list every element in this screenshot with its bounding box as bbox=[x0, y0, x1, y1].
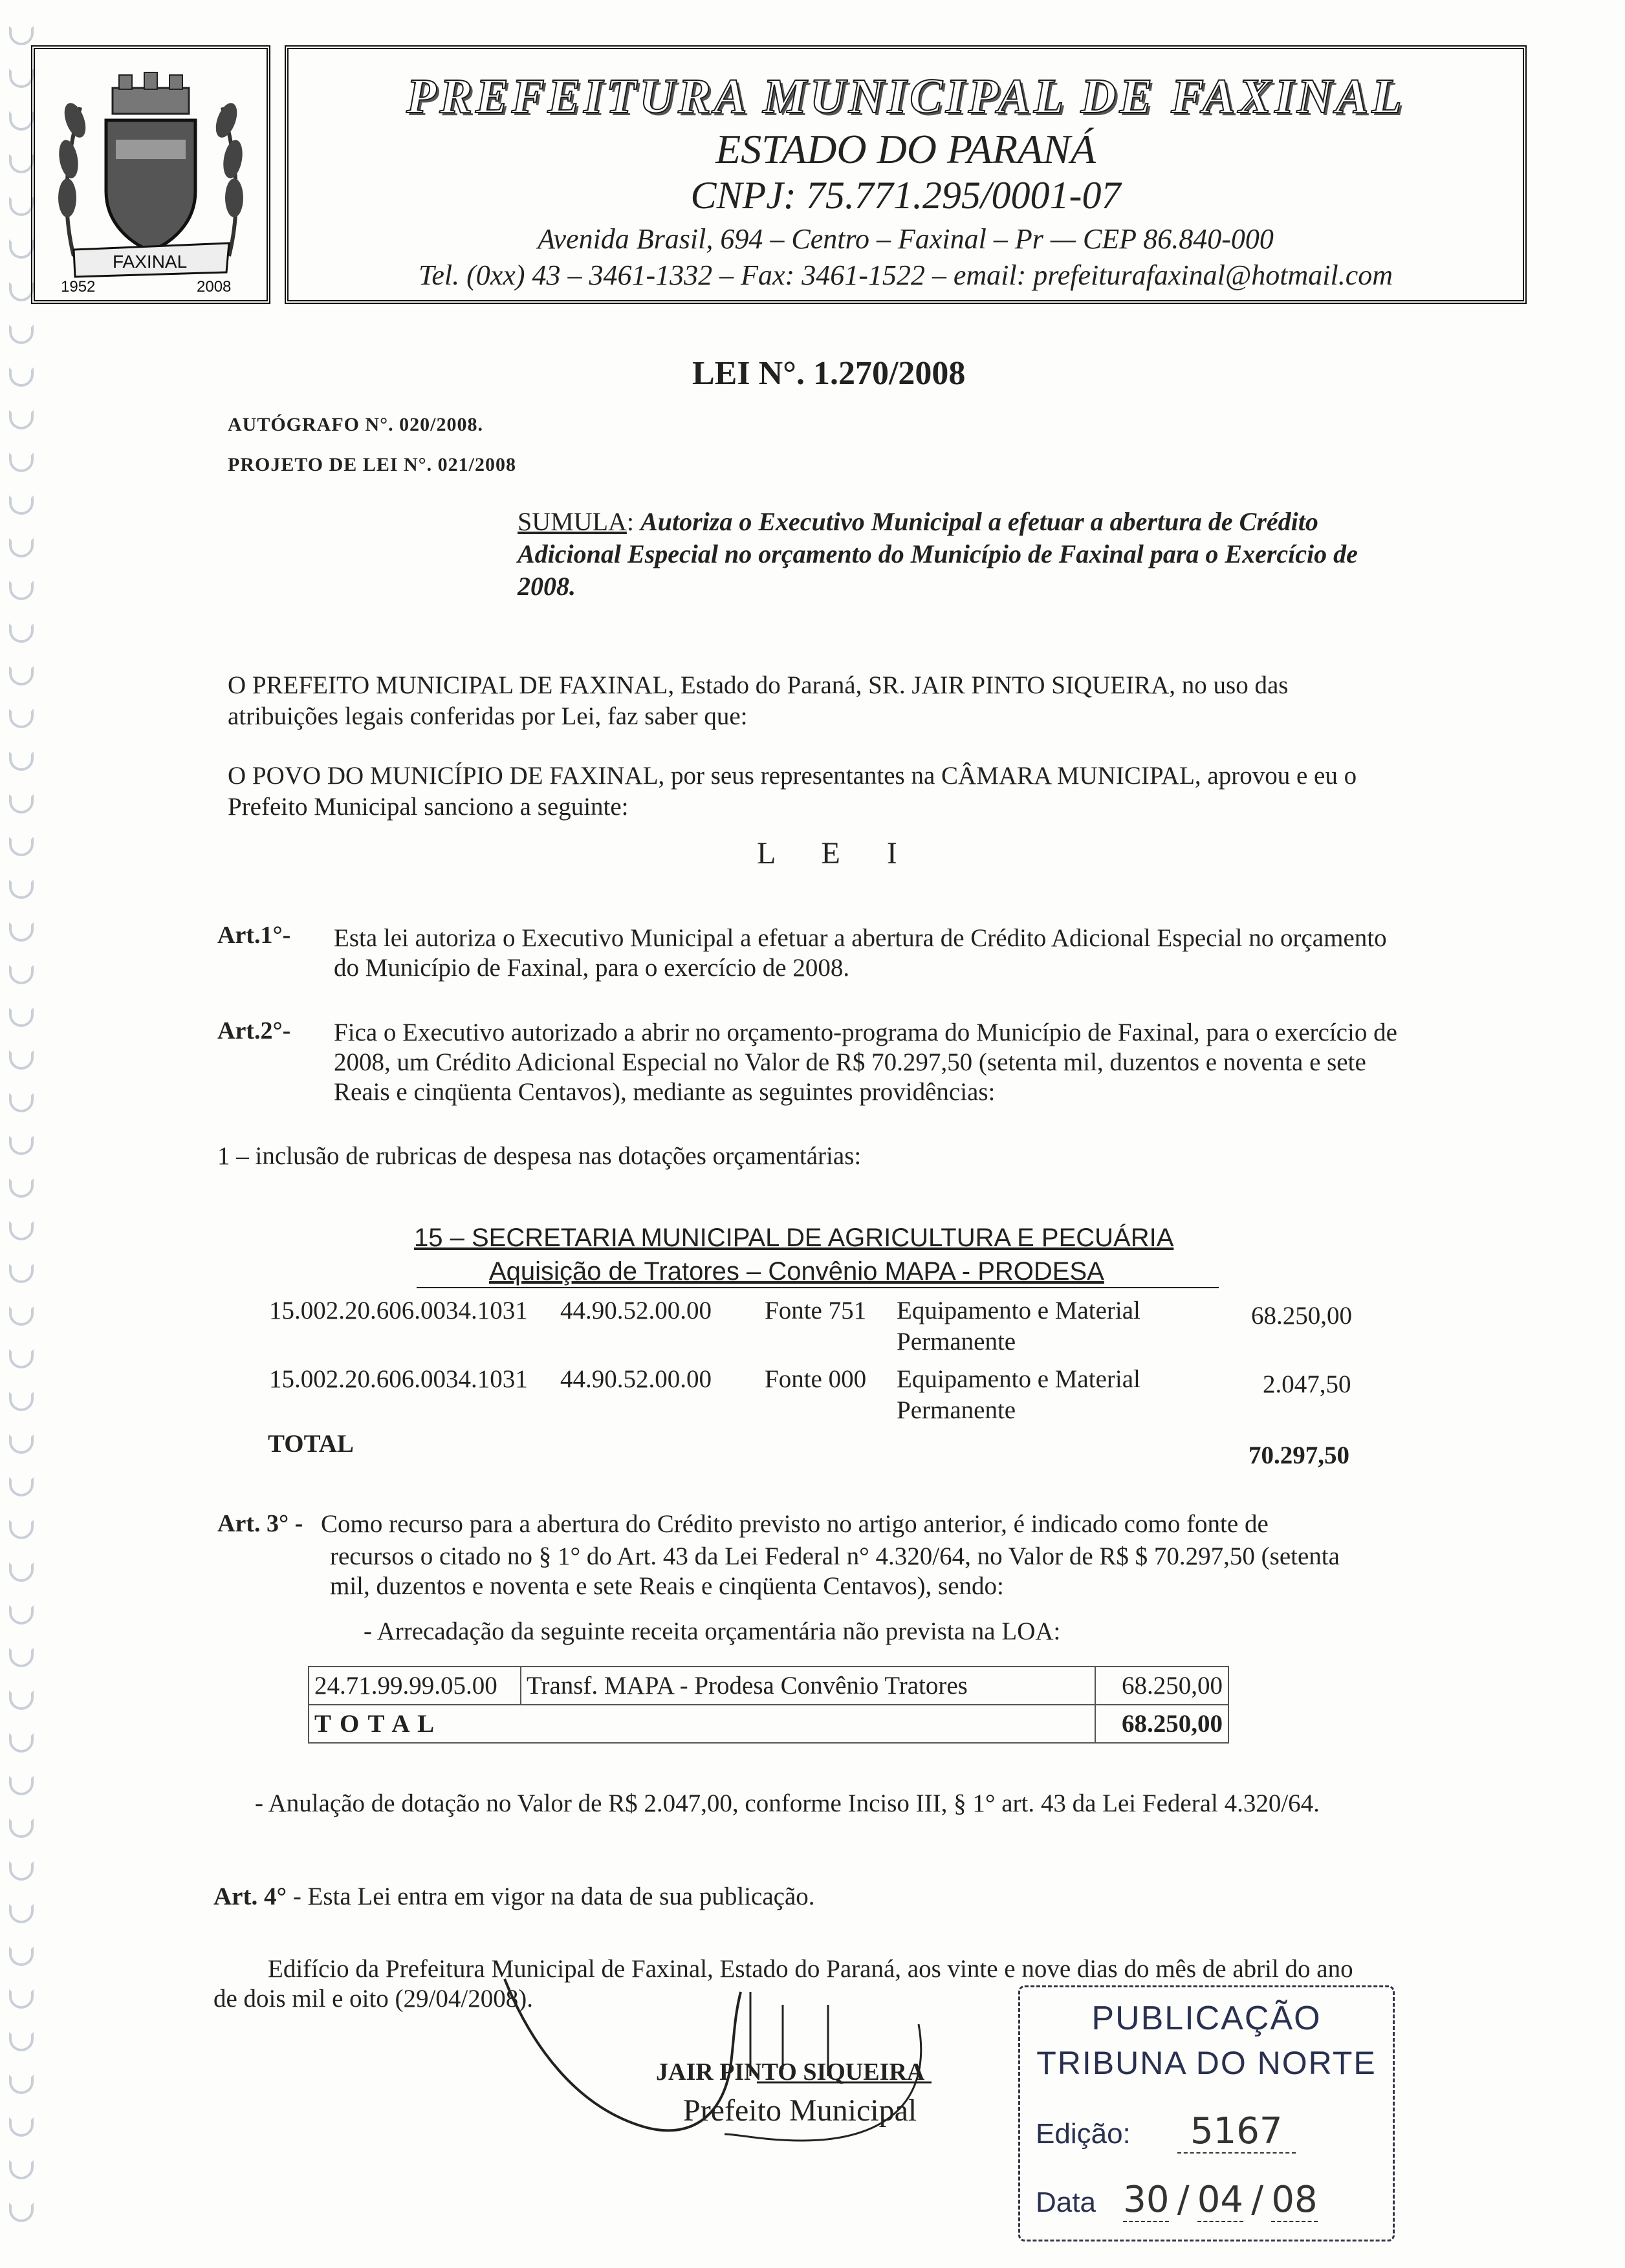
logo-banner-text: FAXINAL bbox=[113, 252, 188, 272]
binding-hole bbox=[9, 2160, 34, 2179]
row2-element: 44.90.52.00.00 bbox=[560, 1365, 712, 1393]
binding-hole bbox=[9, 282, 34, 301]
binding-hole bbox=[9, 1776, 34, 1795]
binding-hole bbox=[9, 623, 34, 643]
stamp-year: 08 bbox=[1271, 2179, 1318, 2221]
binding-hole bbox=[9, 837, 34, 856]
binding-hole bbox=[9, 2032, 34, 2051]
binding-hole bbox=[9, 666, 34, 686]
stamp-line2: TRIBUNA DO NORTE bbox=[1036, 2045, 1377, 2081]
section-rule bbox=[417, 1287, 1219, 1288]
art2-label: Art.2°- bbox=[217, 1017, 291, 1044]
binding-hole bbox=[9, 197, 34, 216]
letterhead bbox=[31, 38, 1500, 304]
binding-hole bbox=[9, 1050, 34, 1070]
binding-hole bbox=[9, 2203, 34, 2222]
revenue-desc: Transf. MAPA - Prodesa Convênio Tratores bbox=[521, 1667, 1095, 1705]
anulacao: - Anulação de dotação no Valor de R$ 2.047,00, conforme Inciso III, § 1° art. 43 da Lei Federal 4.320/64. bbox=[255, 1789, 1320, 1817]
sumula-label: SUMULA bbox=[518, 507, 627, 536]
letterhead-text-box bbox=[285, 45, 1527, 304]
lei-heading: L E I bbox=[757, 836, 917, 870]
binding-hole bbox=[9, 69, 34, 88]
art1-label: Art.1°- bbox=[217, 922, 291, 949]
binding-hole bbox=[9, 410, 34, 429]
binding-hole bbox=[9, 1178, 34, 1198]
row1-code: 15.002.20.606.0034.1031 bbox=[269, 1297, 528, 1324]
table-row bbox=[309, 1667, 1228, 1705]
revenue-value: 68.250,00 bbox=[1095, 1667, 1228, 1705]
binding-hole bbox=[9, 239, 34, 259]
row2-value: 2.047,50 bbox=[1263, 1370, 1351, 1398]
signer-title: Prefeito Municipal bbox=[683, 2093, 917, 2128]
revenue-total-value: 68.250,00 bbox=[1095, 1705, 1228, 1743]
binding-hole bbox=[9, 26, 34, 45]
logo-year-right: 2008 bbox=[197, 278, 232, 296]
closing-paragraph: Edifício da Prefeitura Municipal de Faxinal, Estado do Paraná, aos vinte e nove dias do mês de abril do ano de dois mil e oito (29/04/2008). bbox=[213, 1955, 1353, 2013]
binding-hole bbox=[9, 1904, 34, 1923]
binding-hole bbox=[9, 367, 34, 387]
signer-name: JAIR PINTO SIQUEIRA bbox=[656, 2058, 925, 2086]
art3-text-rest: recursos o citado no § 1° do Art. 43 da Lei Federal n° 4.320/64, no Valor de R$ $ 70.297,50 (setenta mil, duzentos e noventa e sete Reais e cinqüenta Centavos), sendo: bbox=[330, 1542, 1340, 1600]
section-total-label: TOTAL bbox=[268, 1430, 354, 1458]
art4-text: - Esta Lei entra em vigor na data de sua publicação. bbox=[287, 1883, 815, 1910]
binding-hole bbox=[9, 1008, 34, 1027]
stamp-day: 30 bbox=[1123, 2179, 1170, 2221]
art3-text-line1: Como recurso para a abertura do Crédito previsto no artigo anterior, é indicado como fonte de bbox=[321, 1510, 1269, 1538]
binding-hole bbox=[9, 325, 34, 344]
revenue-table bbox=[308, 1666, 1229, 1744]
binding-hole bbox=[9, 1947, 34, 1966]
binding-hole bbox=[9, 1520, 34, 1539]
binding-hole bbox=[9, 111, 34, 131]
art3-bullet: - Arrecadação da seguinte receita orçamentária não prevista na LOA: bbox=[364, 1617, 1061, 1645]
publication-stamp bbox=[1018, 1985, 1395, 2241]
binding-hole bbox=[9, 1264, 34, 1283]
binding-hole bbox=[9, 1306, 34, 1326]
preamble-2: O POVO DO MUNICÍPIO DE FAXINAL, por seus representantes na CÂMARA MUNICIPAL, aprovou e eu o Prefeito Municipal sanciono a seguinte: bbox=[228, 762, 1357, 821]
logo-year-left: 1952 bbox=[61, 278, 96, 296]
binding-hole bbox=[9, 1477, 34, 1496]
binding-hole bbox=[9, 1136, 34, 1155]
art3-label: Art. 3° - bbox=[217, 1510, 303, 1537]
stamp-edicao-label: Edição: bbox=[1036, 2118, 1131, 2150]
art2-text: Fica o Executivo autorizado a abrir no orçamento-programa do Município de Faxinal, para o exercício de 2008, um Crédito Adicional Especial no Valor de R$ 70.297,50 (setenta mil, duzentos e noventa e sete Reais e cinqüenta Centavos), mediante as seguintes providências: bbox=[334, 1019, 1397, 1106]
row1-value: 68.250,00 bbox=[1251, 1302, 1352, 1330]
row1-fonte: Fonte 751 bbox=[765, 1297, 867, 1324]
cnpj: CNPJ: 75.771.295/0001-07 bbox=[690, 174, 1121, 217]
binding-hole bbox=[9, 1605, 34, 1625]
contact-info: Tel. (0xx) 43 – 3461-1332 – Fax: 3461-1522 – email: prefeiturafaxinal@hotmail.com bbox=[418, 259, 1393, 291]
row2-fonte: Fonte 000 bbox=[765, 1365, 867, 1393]
row1-desc1: Equipamento e Material bbox=[897, 1297, 1140, 1324]
binding-hole bbox=[9, 538, 34, 557]
autografo-number: AUTÓGRAFO N°. 020/2008. bbox=[228, 414, 483, 435]
binding-hole bbox=[9, 1861, 34, 1881]
binding-hole bbox=[9, 1093, 34, 1112]
revenue-total-label: T O T A L bbox=[309, 1705, 1095, 1743]
art1-text: Esta lei autoriza o Executivo Municipal a efetuar a abertura de Crédito Adicional Especial no orçamento do Município de Faxinal, para o exercício de 2008. bbox=[334, 924, 1387, 982]
binding-hole bbox=[9, 154, 34, 173]
art4 bbox=[213, 1882, 815, 1912]
row1-element: 44.90.52.00.00 bbox=[560, 1297, 712, 1324]
binding-hole bbox=[9, 880, 34, 899]
stamp-data: Data 30 / 04 / 08 bbox=[1036, 2179, 1318, 2221]
item-1: 1 – inclusão de rubricas de despesa nas dotações orçamentárias: bbox=[217, 1142, 862, 1170]
stamp-line1: PUBLICAÇÃO bbox=[1091, 2000, 1322, 2037]
binding-hole bbox=[9, 453, 34, 472]
row2-code: 15.002.20.606.0034.1031 bbox=[269, 1365, 528, 1393]
row2-desc1: Equipamento e Material bbox=[897, 1365, 1140, 1393]
binding-hole bbox=[9, 1221, 34, 1240]
row2-desc2: Permanente bbox=[897, 1396, 1016, 1424]
binding-hole bbox=[9, 1733, 34, 1753]
binding-hole bbox=[9, 1562, 34, 1582]
address: Avenida Brasil, 694 – Centro – Faxinal – Pr — CEP 86.840-000 bbox=[538, 223, 1274, 255]
binding-hole bbox=[9, 2117, 34, 2137]
stamp-data-label: Data bbox=[1036, 2187, 1096, 2218]
binding-holes bbox=[9, 26, 38, 2251]
municipal-coat-of-arms bbox=[31, 45, 270, 304]
sumula: SUMULA: Autoriza o Executivo Municipal a efetuar a abertura de Crédito Adicional Especial no orçamento do Município de Faxinal para o Exercício de 2008. bbox=[518, 507, 1358, 601]
art4-label: Art. 4° bbox=[213, 1883, 287, 1910]
section-title: 15 – SECRETARIA MUNICIPAL DE AGRICULTURA E PECUÁRIA bbox=[414, 1224, 1174, 1252]
law-number: LEI N°. 1.270/2008 bbox=[692, 355, 966, 392]
binding-hole bbox=[9, 495, 34, 515]
binding-hole bbox=[9, 922, 34, 942]
stamp-month: 04 bbox=[1197, 2179, 1244, 2221]
binding-hole bbox=[9, 1349, 34, 1368]
state-name: ESTADO DO PARANÁ bbox=[715, 126, 1096, 172]
revenue-code: 24.71.99.99.05.00 bbox=[309, 1667, 521, 1705]
section-total-value: 70.297,50 bbox=[1249, 1442, 1349, 1469]
preamble-1: O PREFEITO MUNICIPAL DE FAXINAL, Estado do Paraná, SR. JAIR PINTO SIQUEIRA, no uso das atribuições legais conferidas por Lei, faz saber que: bbox=[228, 671, 1289, 730]
binding-hole bbox=[9, 1690, 34, 1710]
binding-hole bbox=[9, 751, 34, 771]
stamp-edicao-value: 5167 bbox=[1177, 2110, 1296, 2154]
projeto-number: PROJETO DE LEI N°. 021/2008 bbox=[228, 454, 517, 475]
binding-hole bbox=[9, 2075, 34, 2094]
binding-hole bbox=[9, 1989, 34, 2009]
table-row bbox=[309, 1705, 1228, 1743]
binding-hole bbox=[9, 581, 34, 600]
binding-hole bbox=[9, 1819, 34, 1838]
binding-hole bbox=[9, 965, 34, 984]
stamp-edicao bbox=[1036, 2110, 1296, 2152]
binding-hole bbox=[9, 1434, 34, 1454]
sumula-text: Autoriza o Executivo Municipal a efetuar a abertura de Crédito Adicional Especial no orçamento do Município de Faxinal para o Exercício de 2008. bbox=[518, 507, 1358, 601]
section-subtitle: Aquisição de Tratores – Convênio MAPA - PRODESA bbox=[489, 1257, 1104, 1286]
binding-hole bbox=[9, 1648, 34, 1667]
binding-hole bbox=[9, 1392, 34, 1411]
binding-hole bbox=[9, 709, 34, 728]
municipality-title: PREFEITURA MUNICIPAL DE FAXINAL bbox=[406, 69, 1405, 124]
binding-hole bbox=[9, 794, 34, 814]
row1-desc2: Permanente bbox=[897, 1328, 1016, 1355]
